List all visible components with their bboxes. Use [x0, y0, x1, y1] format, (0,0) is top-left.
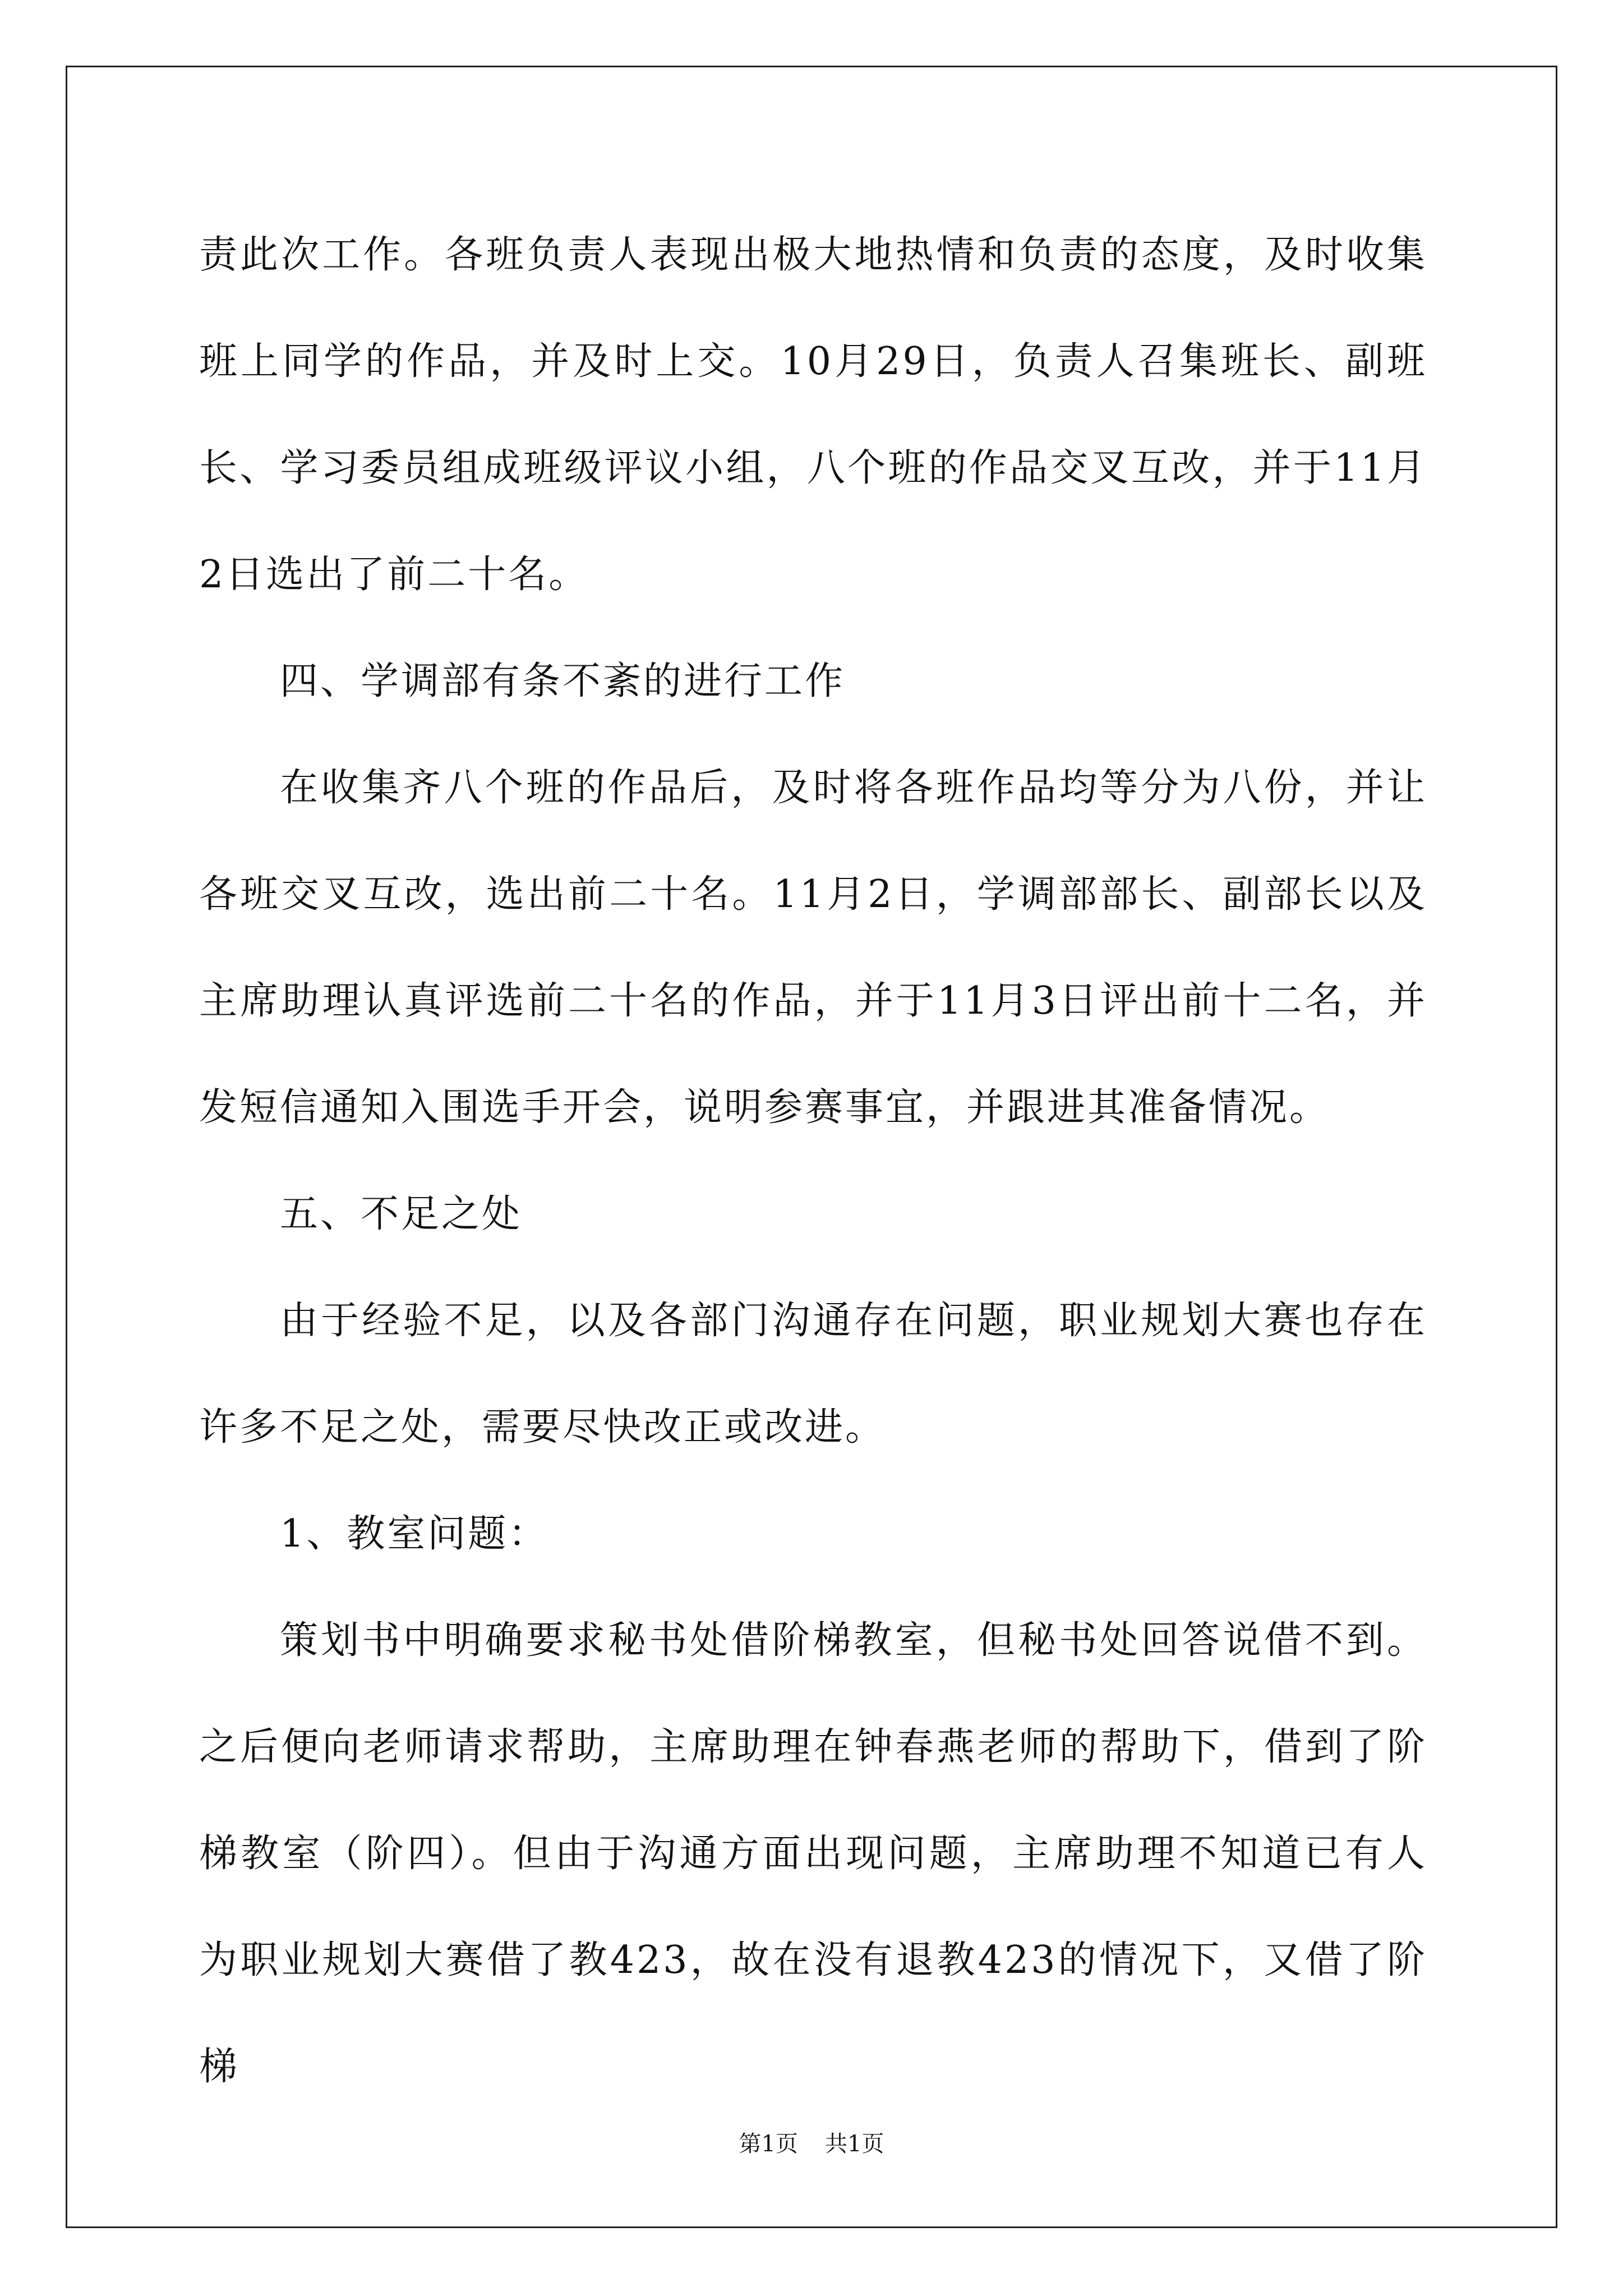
page-number-current: 第1页 — [739, 2131, 798, 2157]
document-body — [199, 202, 1427, 2120]
paragraph-2: 在收集齐八个班的作品后，及时将各班作品均等分为八份，并让各班交叉互改，选出前二十名。11月2日，学调部部长、副部长以及主席助理认真评选前二十名的作品，并于11月3日评出前十二名，并发短信通知入围选手开会，说明参赛事宜，并跟进其准备情况。 — [199, 766, 1427, 1130]
paragraph-1: 责此次工作。各班负责人表现出极大地热情和负责的态度，及时收集班上同学的作品，并及时上交。10月29日，负责人召集班长、副班长、学习委员组成班级评议小组，八个班的作品交叉互改，并于11月2日选出了前二十名。 — [199, 233, 1427, 597]
page-number-total: 共1页 — [825, 2131, 884, 2157]
paragraph-3: 由于经验不足，以及各部门沟通存在问题，职业规划大赛也存在许多不足之处，需要尽快改正或改进。 — [199, 1299, 1427, 1450]
heading-section-5: 五、不足之处 — [280, 1192, 523, 1236]
page-footer — [0, 2127, 1623, 2161]
paragraph-4: 策划书中明确要求秘书处借阶梯教室，但秘书处回答说借不到。之后便向老师请求帮助，主席助理在钟春燕老师的帮助下，借到了阶梯教室（阶四）。但由于沟通方面出现问题，主席助理不知道已有人为职业规划大赛借了教423，故在没有退教423的情况下，又借了阶梯 — [199, 1618, 1427, 2089]
subheading-classroom-issue: 1、教室问题： — [280, 1512, 549, 1556]
heading-section-4: 四、学调部有条不紊的进行工作 — [280, 659, 846, 703]
